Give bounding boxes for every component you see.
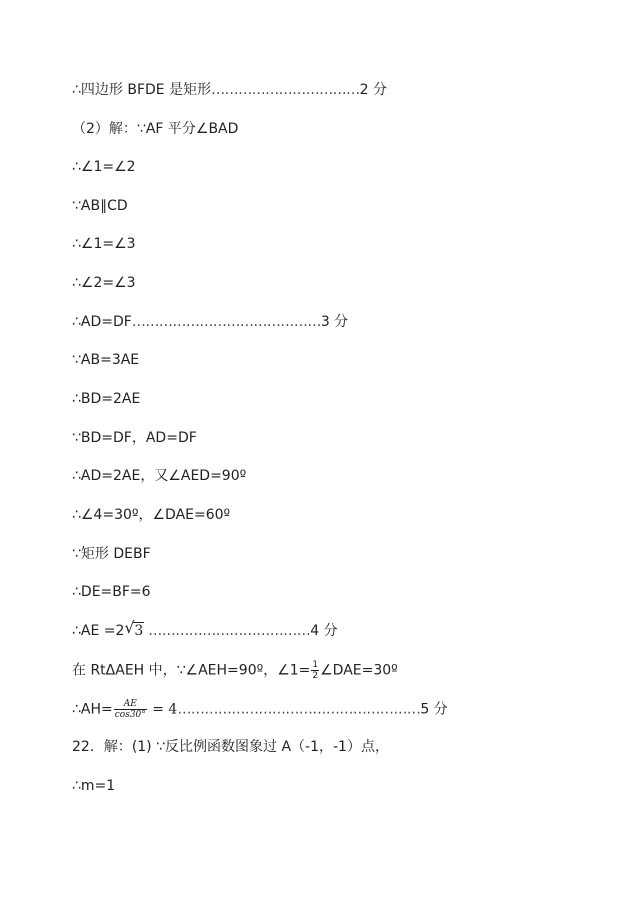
proof-line [72,350,139,370]
score-label: 3 分 [320,314,349,330]
proof-line [72,737,389,757]
statement: ∴AE =2 [72,623,125,639]
proof-line [72,544,151,564]
proof-line [72,389,140,409]
proof-line [72,660,398,681]
statement-continued: ∠DAE=30º [320,662,398,679]
statement: ∴BD=2AE [72,391,141,407]
fraction [114,699,147,720]
statement: ∴∠1=∠3 [72,236,136,252]
square-root [124,618,144,641]
statement: ∴∠1=∠2 [72,159,136,175]
fraction-denominator: cos30° [114,710,146,720]
score-label: 4 分 [310,623,338,639]
proof-line [72,776,115,796]
proof-line [72,312,348,332]
fraction-numerator: 1 [312,660,319,670]
proof-line [72,157,136,177]
score-label: 2 分 [359,82,387,98]
proof-line [72,699,448,720]
proof-line [72,428,197,448]
statement: ∵AB∥CD [72,198,128,214]
proof-line [72,234,136,254]
leader-dots: …………………………… [211,82,360,98]
proof-line [72,466,246,486]
statement: ∴AD=DF [72,314,132,330]
statement: ∴四边形 BFDE 是矩形 [72,82,212,98]
statement: 在 RtΔAEH 中，∵∠AEH=90º，∠1= [72,662,311,679]
statement: ∴m=1 [72,778,116,794]
proof-line [72,80,387,100]
statement-continued: = 4 [147,701,178,718]
proof-line [72,119,238,139]
proof-line [72,273,136,293]
radicand: 3 [134,623,144,639]
fraction-denominator: 2 [312,671,319,681]
radical-sign-icon: √ [124,618,135,637]
proof-line [72,582,151,602]
statement: 22．解：(1) ∵反比例函数图象过 A（-1，-1）点， [72,739,389,755]
statement: ∴∠2=∠3 [72,275,136,291]
proof-line [72,196,128,216]
statement: ∴AD=2AE，又∠AED=90º [72,468,247,484]
statement: ∵BD=DF，AD=DF [72,430,197,446]
leader-dots: …………………………………… [131,314,321,330]
statement: ∴DE=BF=6 [72,584,151,600]
proof-line [72,618,338,641]
statement: ∴AH= [72,701,113,718]
leader-dots: ……………………………… [144,623,311,639]
score-label: 5 分 [420,701,448,718]
fraction-numerator: AE [114,699,147,710]
leader-dots: ……………………………………………… [177,701,421,718]
statement: ∵矩形 DEBF [72,546,151,562]
statement: ∴∠4=30º，∠DAE=60º [72,507,231,523]
proof-line [72,505,230,525]
fraction [311,660,319,681]
statement: （2）解：∵AF 平分∠BAD [72,121,239,137]
statement: ∵AB=3AE [72,352,140,368]
